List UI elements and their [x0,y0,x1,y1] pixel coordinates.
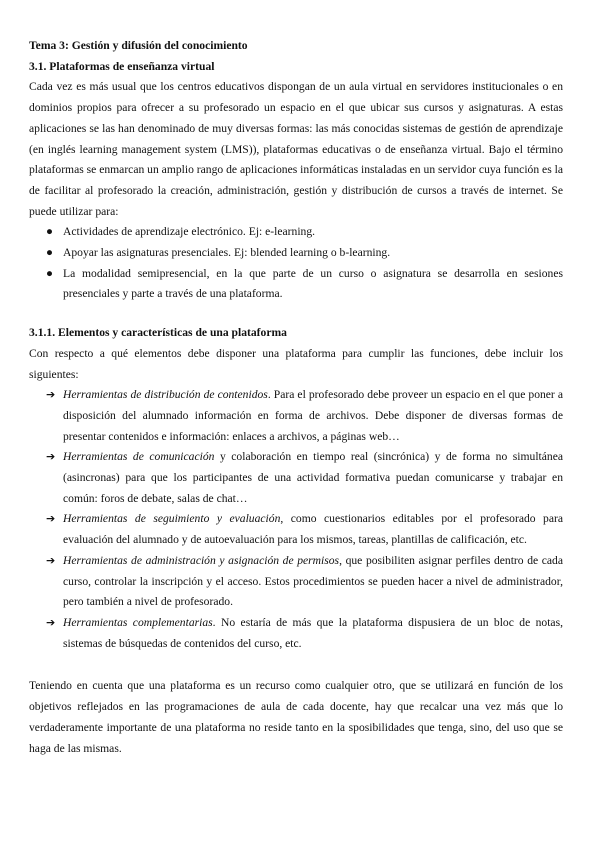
topic-title: Tema 3: Gestión y difusión del conocimiento [29,39,248,52]
elements-intro: Con respecto a qué elementos debe disponer una plataforma para cumplir las funciones, debe incluir los siguientes: [29,346,563,381]
closing-paragraph: Teniendo en cuenta que una plataforma es un recurso como cualquier otro, que se utilizará en función de los objetivos reflejados en las programaciones de aula de cada docente, hay que recalcar una vez más que lo verdaderamente importante de una plataforma no reside tanto en la sposibilidades que tenga, sino, del uso que se haga de las mismas. [29,679,563,755]
arrow-right-icon: ➔ [46,388,56,402]
bullet-icon: ● [46,266,54,280]
subsection-title: 3.1.1. Elementos y características de una plataforma [29,326,287,340]
tool-name: Herramientas de comunicación [63,450,215,464]
arrow-right-icon: ➔ [46,450,56,464]
list-item [29,243,563,264]
intro-paragraph: Cada vez es más usual que los centros educativos dispongan de un aula virtual en servidores institucionales o en dominios propios para ofrecer a su profesorado un espacio en el que ubicar sus cursos y asignaturas. A estas aplicaciones se las han denominado de muy diversas formas: las más conocidas sistemas de gestión de aprendizaje (en inglés learning management system (LMS)), plataformas educativas o de enseñanza virtual. Bajo el término plataformas se enmarcan un amplio rango de aplicaciones informáticas instaladas en un servidor cuya función es la de facilitar al profesorado la creación, administración, gestión y distribución de cursos a través de internet. Se puede utilizar para: [29,80,563,218]
tool-description: . No estaría de más que la plataforma dispusiera de un bloc de notas, sistemas de búsquedas de contenidos del curso, etc. [63,615,563,650]
list-item [29,222,563,243]
list-item [29,613,563,654]
tool-name: Herramientas de distribución de contenidos [63,388,268,402]
list-item [29,385,563,447]
list-item-text: Actividades de aprendizaje electrónico. Ej: e-learning. [63,225,316,239]
section-title: 3.1. Plataformas de enseñanza virtual [29,59,215,73]
list-item [29,447,563,509]
list-item [29,551,563,613]
tool-name: Herramientas complementarias [63,615,213,629]
list-item-text: La modalidad semipresencial, en la que parte de un curso o asignatura se desarrolla en sesiones presenciales y parte a través de una plataforma. [63,266,563,301]
tool-description: , que posibiliten asignar perfiles dentro de cada curso, controlar la inscripción y el acceso. Estos procedimientos se pueden hacer a nivel de administrador, pero también a nivel de profesorado. [63,553,563,609]
bullet-icon: ● [46,246,54,260]
tool-name: Herramientas de administración y asignación de permisos [63,553,340,567]
arrow-right-icon: ➔ [46,512,56,526]
tools-list [29,385,563,654]
arrow-right-icon: ➔ [46,553,56,567]
list-item [29,264,563,305]
list-item-text: Apoyar las asignaturas presenciales. Ej: blended learning o b-learning. [63,246,391,260]
arrow-right-icon: ➔ [46,615,56,629]
tool-description: . Para el profesorado debe proveer un espacio en el que poner a disposición del alumnado información en forma de archivos. Debe disponer de diversas formas de presentar contenidos e información: enlaces a archivos, a páginas web… [63,388,564,443]
tool-name: Herramientas de seguimiento y evaluación [63,512,281,526]
document-page [29,36,563,759]
list-item [29,509,563,550]
tool-description: y colaboración en tiempo real (sincrónica) y de forma no simultánea (asincronas) para que los participantes de una actividad formativa puedan comunicarse y trabajar en común: foros de debate, salas de chat… [63,450,563,505]
tool-description: , como cuestionarios editables por el profesorado para evaluación del alumnado y de autoevaluación para los mismos, tareas, plantillas de calificación, etc. [63,512,564,547]
bullet-icon: ● [46,225,54,239]
uses-list [29,222,563,305]
